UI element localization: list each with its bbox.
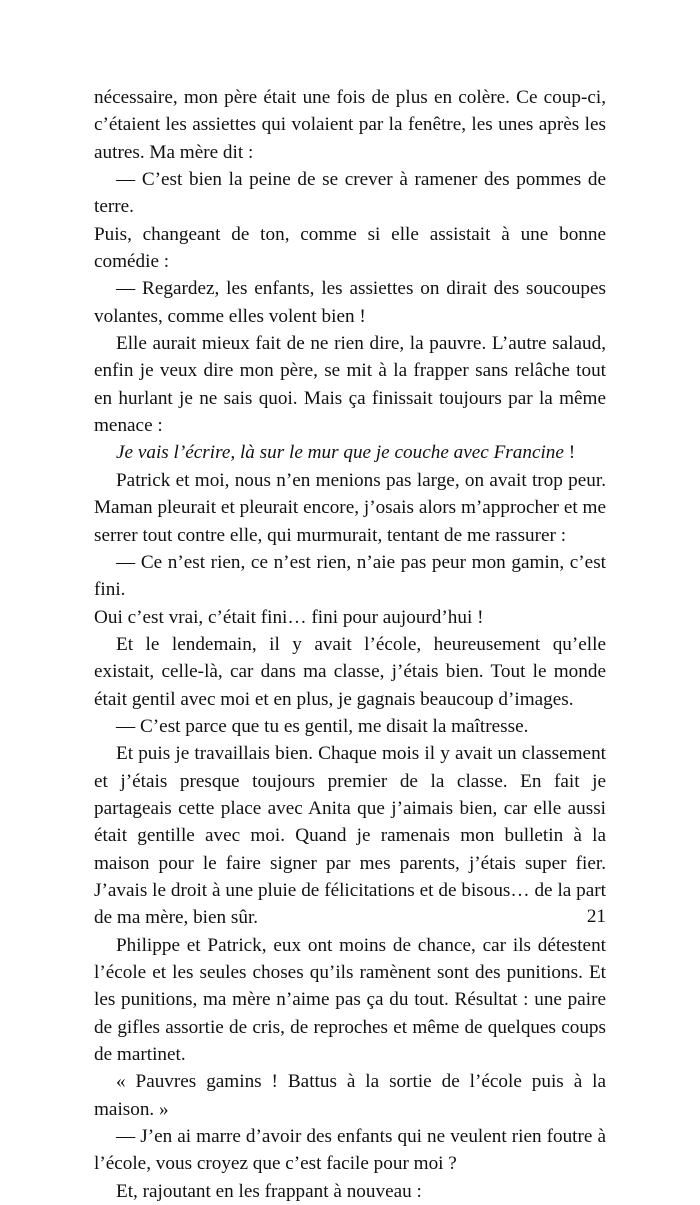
paragraph-italic-quote bbox=[94, 439, 606, 466]
quote-tail: ! bbox=[563, 442, 576, 464]
paragraph: nécessaire, mon père était une fois de plus en colère. Ce coup-ci, c’étaient les assiettes qui volaient par la fenêtre, les unes après les autres. Ma mère dit : bbox=[94, 87, 606, 163]
paragraph: Et puis je travaillais bien. Chaque mois il y avait un classement et j’étais presque toujours premier de la classe. En fait je partageais cette place avec Anita que j’aimais bien, car elle aussi était gentille avec moi. Quand je ramenais mon bulletin à la maison pour le faire signer par mes parents, j’étais super fier. J’avais le droit à une pluie de félicitations et de bisous… de la part de ma mère, bien sûr. bbox=[94, 743, 606, 929]
paragraph: Elle aurait mieux fait de ne rien dire, la pauvre. L’autre salaud, enfin je veux dire mon père, se mit à la frapper sans relâche tout en hurlant je ne sais quoi. Mais ça finissait toujours par la même menace : bbox=[94, 333, 606, 437]
page-number: 21 bbox=[586, 906, 606, 927]
paragraph: — C’est parce que tu es gentil, me disait la maîtresse. bbox=[116, 715, 529, 737]
page-body bbox=[94, 84, 606, 1205]
paragraph: Et, rajoutant en les frappant à nouveau : bbox=[116, 1180, 422, 1202]
italic-quote: Je vais l’écrire, là sur le mur que je couche avec Francine bbox=[116, 442, 564, 464]
paragraph: — J’en ai marre d’avoir des enfants qui ne veulent rien foutre à l’école, vous croyez que c’est facile pour moi ? bbox=[94, 1126, 606, 1175]
paragraph: Patrick et moi, nous n’en menions pas large, on avait trop peur. Maman pleurait et pleurait encore, j’osais alors m’approcher et me serrer tout contre elle, qui murmurait, tentant de me rassurer : bbox=[94, 469, 606, 546]
paragraph: — Regardez, les enfants, les assiettes on dirait des soucoupes volantes, comme elles volent bien ! bbox=[94, 278, 606, 327]
paragraph: Oui c’est vrai, c’était fini… fini pour aujourd’hui ! bbox=[94, 606, 484, 628]
paragraph: Philippe et Patrick, eux ont moins de chance, car ils détestent l’école et les seules choses qu’ils ramènent sont des punitions. Et les punitions, ma mère n’aime pas ça du tout. Résultat : une paire de gifles assortie de cris, de reproches et même de quelques coups de martinet. bbox=[94, 934, 606, 1066]
paragraph: — Ce n’est rien, ce n’est rien, n’aie pas peur mon gamin, c’est fini. bbox=[94, 551, 606, 601]
paragraph: « Pauvres gamins ! Battus à la sortie de l’école puis à la maison. » bbox=[94, 1071, 606, 1120]
paragraph: — C’est bien la peine de se crever à ramener des pommes de terre. bbox=[94, 169, 606, 218]
paragraph: Puis, changeant de ton, comme si elle assistait à une bonne comédie : bbox=[94, 223, 606, 273]
paragraph: Et le lendemain, il y avait l’école, heureusement qu’elle existait, celle-là, car dans ma classe, j’étais bien. Tout le monde était gentil avec moi et en plus, je gagnais beaucoup d’images. bbox=[94, 633, 606, 710]
